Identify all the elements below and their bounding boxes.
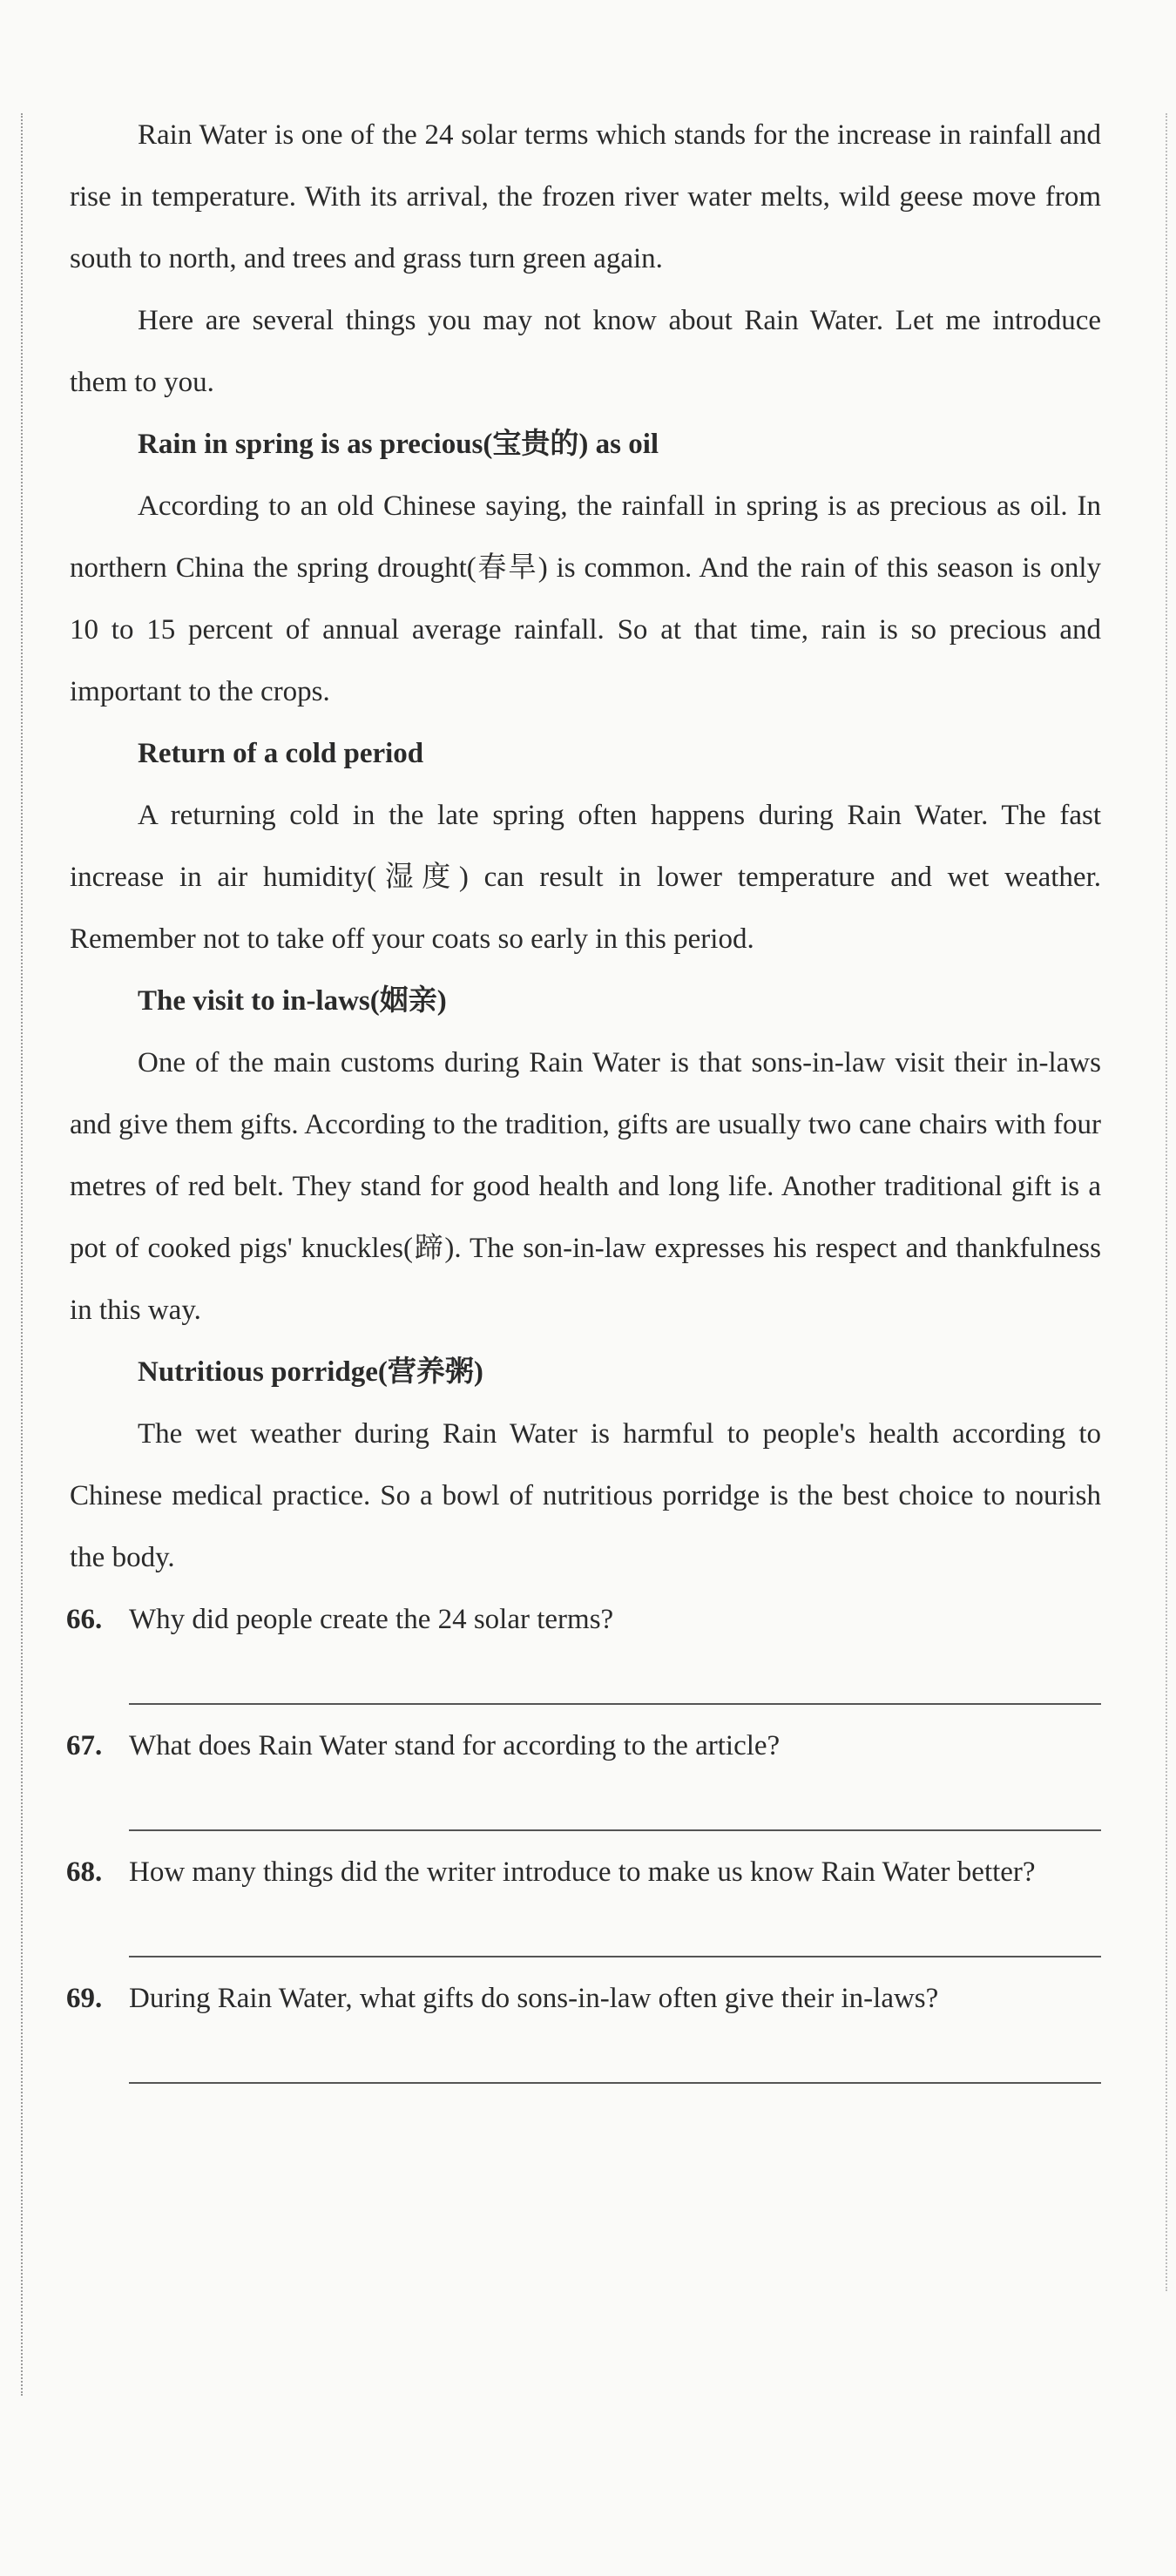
answer-line-67[interactable]	[129, 1777, 1101, 1831]
question-text: What does Rain Water stand for according to the article?	[129, 1730, 781, 1761]
section-body-cold-period: A returning cold in the late spring often happens during Rain Water. The fast increase in air humidity(湿度) can result in lower temperature and wet weather. Remember not to take off your coats so early in this period.	[70, 800, 1101, 955]
question-text: How many things did the writer introduce to make us know Rain Water better?	[129, 1856, 1036, 1888]
section-heading-in-laws: The visit to in-laws(姻亲)	[138, 985, 447, 1017]
section-heading-porridge: Nutritious porridge(营养粥)	[138, 1356, 483, 1388]
question-text: Why did people create the 24 solar terms?	[129, 1604, 614, 1635]
question-69	[66, 1968, 1101, 2030]
worksheet-content	[66, 105, 1101, 2094]
answer-line-69[interactable]	[129, 2030, 1101, 2084]
question-number: 67.	[66, 1730, 103, 1761]
question-text: During Rain Water, what gifts do sons-in-law often give their in-laws?	[129, 1983, 939, 2014]
answer-line-66[interactable]	[129, 1651, 1101, 1705]
question-number: 69.	[66, 1983, 103, 2014]
section-heading-cold-period: Return of a cold period	[138, 738, 424, 769]
section-body-precious-rain: According to an old Chinese saying, the rainfall in spring is as precious as oil. In northern China the spring drought(春旱) is common. And the rain of this season is only 10 to 15 percent of annual average rainfall. So at that time, rain is so precious and important to the crops.	[70, 490, 1101, 707]
section-heading-precious-rain: Rain in spring is as precious(宝贵的) as oil	[138, 429, 659, 460]
question-68	[66, 1842, 1101, 1903]
intro-paragraph-1: Rain Water is one of the 24 solar terms which stands for the increase in rainfall and rise in temperature. With its arrival, the frozen river water melts, wild geese move from south to north, and trees and grass turn green again.	[70, 119, 1101, 274]
section-body-in-laws: One of the main customs during Rain Water is that sons-in-law visit their in-laws and give them gifts. According to the tradition, gifts are usually two cane chairs with four metres of red belt. They stand for good health and long life. Another traditional gift is a pot of cooked pigs' knuckles(蹄). The son-in-law expresses his respect and thankfulness in this way.	[70, 1047, 1101, 1326]
question-67	[66, 1715, 1101, 1777]
section-body-porridge: The wet weather during Rain Water is harmful to people's health according to Chinese medical practice. So a bowl of nutritious porridge is the best choice to nourish the body.	[70, 1418, 1101, 1573]
question-66	[66, 1589, 1101, 1651]
right-margin-rule	[1166, 113, 1167, 2291]
answer-line-68[interactable]	[129, 1903, 1101, 1957]
intro-paragraph-2: Here are several things you may not know about Rain Water. Let me introduce them to you.	[70, 305, 1101, 398]
question-number: 66.	[66, 1604, 103, 1635]
question-number: 68.	[66, 1856, 103, 1888]
left-margin-rule	[21, 113, 23, 2396]
